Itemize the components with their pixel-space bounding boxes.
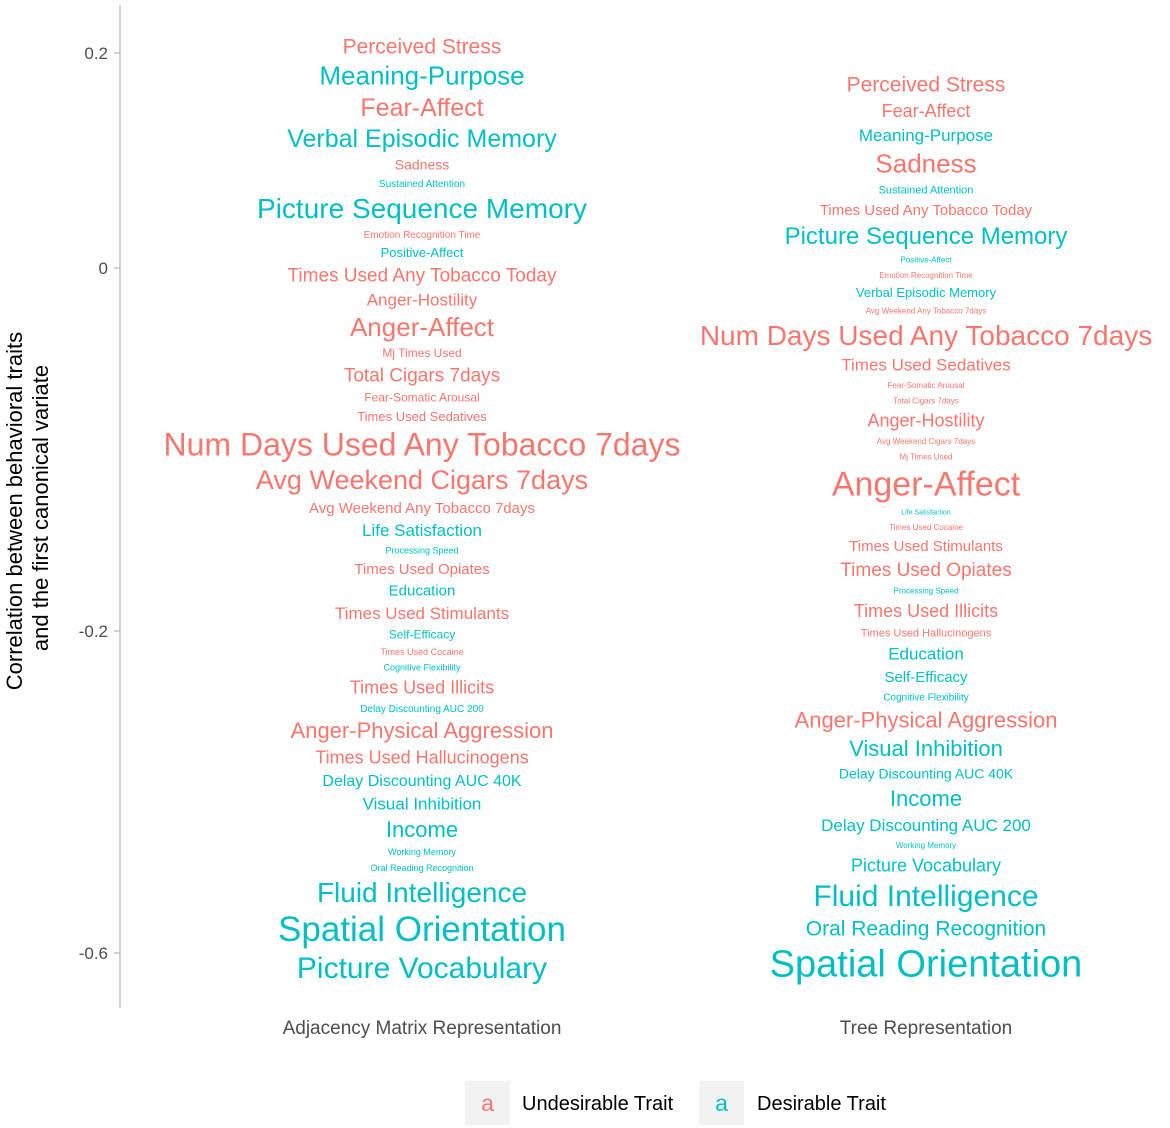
- word-cloud-adjacency-matrix-representation: [164, 35, 681, 985]
- word-fear-somatic-arousal: Fear-Somatic Arousal: [364, 390, 480, 405]
- word-perceived-stress: Perceived Stress: [846, 73, 1006, 97]
- word-times-used-hallucinogens: Times Used Hallucinogens: [315, 747, 529, 768]
- word-times-used-stimulants: Times Used Stimulants: [334, 603, 510, 623]
- word-oral-reading-recognition: Oral Reading Recognition: [370, 863, 474, 873]
- word-times-used-sedatives: Times Used Sedatives: [357, 408, 487, 424]
- word-cloud-tree-representation: [700, 73, 1152, 985]
- word-times-used-hallucinogens: Times Used Hallucinogens: [860, 627, 992, 640]
- word-sustained-attention: Sustained Attention: [878, 184, 974, 197]
- word-delay-discounting-auc-40k: Delay Discounting AUC 40K: [838, 765, 1014, 782]
- word-anger-affect: Anger-Affect: [831, 465, 1021, 504]
- x-axis-category-labels: [283, 1018, 1013, 1039]
- word-times-used-illicits: Times Used Illicits: [853, 601, 999, 621]
- word-processing-speed: Processing Speed: [893, 586, 959, 596]
- x-label-tree-representation: Tree Representation: [839, 1018, 1013, 1039]
- word-times-used-any-tobacco-today: Times Used Any Tobacco Today: [819, 201, 1033, 219]
- word-cloud-panels: [164, 35, 1153, 985]
- word-times-used-sedatives: Times Used Sedatives: [841, 355, 1011, 375]
- word-meaning-purpose: Meaning-Purpose: [319, 60, 525, 91]
- word-times-used-any-tobacco-today: Times Used Any Tobacco Today: [287, 265, 557, 287]
- word-picture-vocabulary: Picture Vocabulary: [296, 951, 548, 985]
- word-delay-discounting-auc-200: Delay Discounting AUC 200: [360, 703, 484, 715]
- word-verbal-episodic-memory: Verbal Episodic Memory: [855, 285, 997, 301]
- word-mj-times-used: Mj Times Used: [899, 452, 953, 462]
- x-label-adjacency-matrix-representation: Adjacency Matrix Representation: [282, 1018, 562, 1039]
- word-income: Income: [385, 817, 459, 842]
- word-avg-weekend-any-tobacco-7days: Avg Weekend Any Tobacco 7days: [309, 499, 535, 517]
- word-fluid-intelligence: Fluid Intelligence: [813, 880, 1039, 913]
- word-self-efficacy: Self-Efficacy: [884, 669, 968, 687]
- word-working-memory: Working Memory: [895, 841, 957, 851]
- word-perceived-stress: Perceived Stress: [342, 35, 502, 59]
- legend: [465, 1081, 886, 1125]
- y-axis: [2, 5, 120, 1008]
- word-emotion-recognition-time: Emotion Recognition Time: [879, 270, 973, 280]
- word-sadness: Sadness: [394, 156, 450, 173]
- word-working-memory: Working Memory: [388, 847, 456, 858]
- word-avg-weekend-cigars-7days: Avg Weekend Cigars 7days: [876, 437, 976, 446]
- word-times-used-illicits: Times Used Illicits: [349, 677, 495, 698]
- word-processing-speed: Processing Speed: [385, 545, 459, 556]
- word-fear-somatic-arousal: Fear-Somatic Arousal: [887, 380, 965, 390]
- word-delay-discounting-auc-40k: Delay Discounting AUC 40K: [322, 773, 522, 791]
- word-num-days-used-any-tobacco-7days: Num Days Used Any Tobacco 7days: [699, 319, 1153, 351]
- word-meaning-purpose: Meaning-Purpose: [858, 126, 994, 146]
- word-picture-vocabulary: Picture Vocabulary: [850, 855, 1002, 876]
- word-fear-affect: Fear-Affect: [360, 93, 484, 122]
- word-total-cigars-7days: Total Cigars 7days: [893, 396, 959, 406]
- legend-label: Undesirable Trait: [522, 1093, 674, 1115]
- word-visual-inhibition: Visual Inhibition: [849, 736, 1003, 762]
- word-sadness: Sadness: [875, 148, 977, 179]
- word-life-satisfaction: Life Satisfaction: [361, 521, 483, 541]
- y-tick-label: 0.2: [84, 44, 108, 63]
- word-picture-sequence-memory: Picture Sequence Memory: [257, 193, 587, 224]
- word-num-days-used-any-tobacco-7days: Num Days Used Any Tobacco 7days: [163, 426, 681, 463]
- word-sustained-attention: Sustained Attention: [378, 179, 466, 191]
- word-cognitive-flexibility: Cognitive Flexibility: [883, 692, 969, 704]
- word-spatial-orientation: Spatial Orientation: [278, 910, 566, 950]
- word-life-satisfaction: Life Satisfaction: [901, 509, 951, 517]
- word-spatial-orientation: Spatial Orientation: [769, 943, 1083, 986]
- word-anger-affect: Anger-Affect: [349, 311, 495, 342]
- y-axis-label-line-1: Correlation between behavioral traits: [2, 331, 27, 691]
- word-total-cigars-7days: Total Cigars 7days: [343, 365, 501, 387]
- legend-label: Desirable Trait: [757, 1093, 886, 1115]
- word-self-efficacy: Self-Efficacy: [388, 627, 456, 642]
- word-times-used-opiates: Times Used Opiates: [354, 561, 490, 578]
- word-positive-affect: Positive-Affect: [900, 255, 952, 265]
- word-education: Education: [388, 582, 456, 600]
- word-picture-sequence-memory: Picture Sequence Memory: [784, 223, 1068, 250]
- word-times-used-stimulants: Times Used Stimulants: [849, 537, 1003, 555]
- y-axis-label-line-2: and the first canonical variate: [28, 364, 53, 652]
- word-times-used-cocaine: Times Used Cocaine: [889, 522, 963, 532]
- y-tick-label: -0.2: [78, 622, 108, 641]
- word-avg-weekend-cigars-7days: Avg Weekend Cigars 7days: [255, 465, 589, 496]
- y-axis-label: [2, 326, 53, 690]
- word-anger-physical-aggression: Anger-Physical Aggression: [794, 707, 1058, 733]
- word-delay-discounting-auc-200: Delay Discounting AUC 200: [821, 816, 1031, 836]
- word-cognitive-flexibility: Cognitive Flexibility: [383, 662, 461, 673]
- legend-symbol: a: [481, 1090, 494, 1116]
- word-times-used-cocaine: Times Used Cocaine: [380, 646, 464, 657]
- word-times-used-opiates: Times Used Opiates: [840, 560, 1012, 582]
- word-income: Income: [889, 786, 963, 812]
- word-anger-hostility: Anger-Hostility: [867, 410, 985, 431]
- word-positive-affect: Positive-Affect: [380, 245, 464, 261]
- word-mj-times-used: Mj Times Used: [382, 346, 462, 361]
- word-anger-physical-aggression: Anger-Physical Aggression: [290, 718, 554, 744]
- word-oral-reading-recognition: Oral Reading Recognition: [805, 917, 1047, 941]
- word-verbal-episodic-memory: Verbal Episodic Memory: [287, 125, 557, 153]
- word-visual-inhibition: Visual Inhibition: [362, 794, 482, 814]
- y-tick-label: -0.6: [78, 944, 108, 963]
- y-ticks: [79, 44, 120, 963]
- word-emotion-recognition-time: Emotion Recognition Time: [363, 229, 481, 241]
- y-tick-label: 0: [98, 259, 108, 278]
- word-fluid-intelligence: Fluid Intelligence: [316, 876, 528, 908]
- word-fear-affect: Fear-Affect: [881, 100, 971, 121]
- word-avg-weekend-any-tobacco-7days: Avg Weekend Any Tobacco 7days: [865, 306, 987, 316]
- legend-symbol: a: [715, 1090, 728, 1116]
- word-anger-hostility: Anger-Hostility: [366, 290, 478, 310]
- legend-item-desirable-trait: [699, 1081, 886, 1125]
- legend-item-undesirable-trait: [465, 1081, 674, 1125]
- word-education: Education: [888, 644, 964, 664]
